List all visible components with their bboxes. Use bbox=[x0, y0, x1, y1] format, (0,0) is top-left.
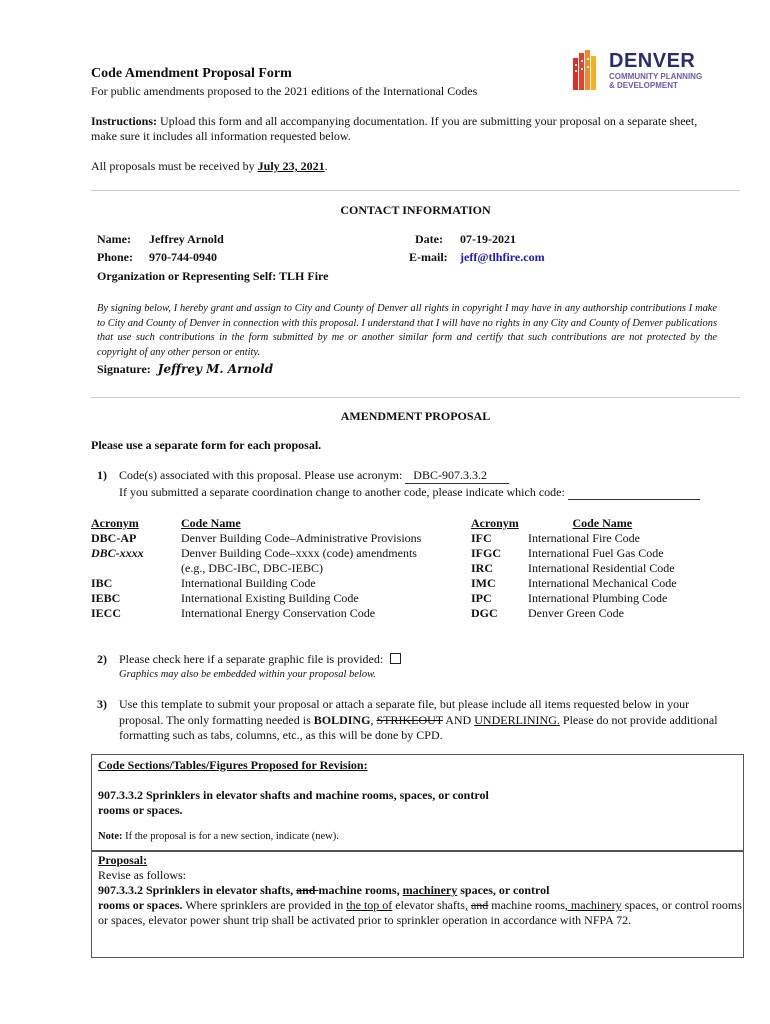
code-name: International Mechanical Code bbox=[528, 576, 677, 590]
item3-part: Please do not provide additional formatting such as tabs, columns, etc., as this will be done by CPD. bbox=[119, 712, 718, 742]
deadline bbox=[91, 159, 711, 174]
graphic-file-prompt: Please check here if a separate graphic file is provided: bbox=[119, 652, 384, 666]
table-row bbox=[471, 591, 677, 606]
logo-line2: & DEVELOPMENT bbox=[609, 81, 678, 90]
table-row bbox=[471, 531, 677, 546]
table-row bbox=[471, 576, 677, 591]
bolding-word: BOLDING bbox=[313, 712, 371, 727]
phone-row bbox=[97, 250, 217, 265]
codename-header: Code Name bbox=[181, 516, 241, 530]
added-text: , machinery bbox=[564, 898, 622, 912]
signature-value[interactable]: Jeffrey M. Arnold bbox=[157, 362, 274, 376]
org-value[interactable]: TLH Fire bbox=[279, 269, 329, 283]
page-title: Code Amendment Proposal Form bbox=[91, 66, 292, 81]
logo-mark-icon bbox=[573, 50, 599, 90]
name-value[interactable]: Jeffrey Arnold bbox=[149, 232, 224, 246]
table-row bbox=[91, 606, 421, 621]
item3-part: Use this template to submit your proposal or attach a separate file, but please include all items requested below in your proposal. The only formatting needed is bbox=[119, 697, 690, 727]
org-label: Organization or Representing Self: bbox=[97, 269, 277, 283]
struck-text: and bbox=[470, 898, 489, 912]
logo-line1: COMMUNITY PLANNING bbox=[609, 72, 703, 81]
note-text: If the proposal is for a new section, indicate (new). bbox=[122, 831, 339, 842]
proposal-part: machine rooms, bbox=[318, 883, 403, 897]
code-name: International Fuel Gas Code bbox=[528, 546, 664, 560]
deadline-suffix: . bbox=[324, 159, 328, 173]
proposal-text[interactable] bbox=[98, 883, 743, 928]
amendment-heading: AMENDMENT PROPOSAL bbox=[340, 409, 491, 423]
coordination-prompt: If you submitted a separate coordination change to another code, please indicate which code: bbox=[119, 485, 565, 499]
proposal-box[interactable] bbox=[91, 850, 744, 958]
name-label: Name: bbox=[97, 232, 131, 246]
signature-row bbox=[97, 362, 273, 377]
acronym-table-left bbox=[91, 516, 421, 621]
divider bbox=[91, 397, 740, 398]
code-name: (e.g., DBC-IBC, DBC-IEBC) bbox=[181, 561, 323, 575]
acronym: IFGC bbox=[471, 546, 501, 560]
coordination-field[interactable] bbox=[568, 487, 700, 500]
proposal-part: 907.3.3.2 Sprinklers in elevator shafts, bbox=[98, 883, 297, 897]
date-row bbox=[415, 232, 516, 247]
acronym: IRC bbox=[471, 561, 494, 575]
codename-header: Code Name bbox=[572, 516, 633, 530]
acronym: DGC bbox=[471, 606, 498, 620]
item3-part: , bbox=[370, 712, 377, 727]
email-link[interactable]: jeff@tlhfire.com bbox=[460, 250, 545, 264]
underlining-word: UNDERLINING. bbox=[474, 712, 560, 727]
code-name: Denver Building Code–xxxx (code) amendments bbox=[181, 546, 417, 560]
code-name: International Building Code bbox=[181, 576, 316, 590]
table-row bbox=[91, 531, 421, 546]
acronym: DBC-xxxx bbox=[91, 546, 144, 560]
graphic-file-checkbox[interactable] bbox=[390, 653, 401, 664]
email-label: E-mail: bbox=[409, 250, 448, 264]
item3-number: 3) bbox=[97, 697, 107, 711]
code-name: Denver Building Code–Administrative Provisions bbox=[181, 531, 422, 545]
struck-text: and bbox=[296, 883, 319, 897]
item2-number: 2) bbox=[97, 652, 107, 666]
section-note bbox=[98, 831, 339, 842]
phone-label: Phone: bbox=[97, 250, 133, 264]
item3-text bbox=[119, 697, 724, 744]
acronym: IECC bbox=[91, 606, 122, 620]
code-name: International Energy Conservation Code bbox=[181, 606, 376, 620]
acronym-header: Acronym bbox=[471, 516, 519, 530]
proposal-part: elevator shafts bbox=[392, 898, 465, 912]
deadline-date: July 23, 2021 bbox=[257, 159, 325, 173]
proposal-part: spaces, or control bbox=[457, 883, 550, 897]
acronym-field[interactable]: DBC-907.3.3.2 bbox=[405, 468, 509, 484]
item2-text bbox=[119, 652, 401, 667]
separate-form-note: Please use a separate form for each proposal. bbox=[91, 438, 322, 452]
proposal-part: Where sprinklers are provided in bbox=[182, 898, 347, 912]
acronym-table-right bbox=[471, 516, 677, 621]
instructions-text: Upload this form and all accompanying documentation. If you are submitting your proposal on a separate sheet, make sure it includes all information requested below. bbox=[91, 114, 698, 143]
code-name: International Plumbing Code bbox=[528, 591, 668, 605]
contact-heading: CONTACT INFORMATION bbox=[340, 203, 491, 217]
logo-word: DENVER bbox=[609, 50, 696, 72]
code-sections-heading: Code Sections/Tables/Figures Proposed for Revision: bbox=[98, 758, 368, 772]
note-label: Note: bbox=[98, 831, 123, 842]
code-name: International Residential Code bbox=[528, 561, 675, 575]
table-row bbox=[471, 546, 677, 561]
org-row bbox=[97, 269, 328, 284]
code-name: Denver Green Code bbox=[528, 606, 624, 620]
table-row bbox=[91, 561, 421, 576]
proposal-heading: Proposal: bbox=[98, 853, 148, 867]
proposal-part: spaces, or control rooms or spaces, elevator power shunt trip shall be activated prior to sprinkler operation in accordance with NFPA 72. bbox=[98, 898, 742, 927]
added-text: the top of bbox=[346, 898, 393, 912]
acronym: IPC bbox=[471, 591, 492, 605]
code-sections-box[interactable] bbox=[91, 754, 744, 852]
item3-part: AND bbox=[442, 712, 475, 727]
instructions-label: Instructions: bbox=[91, 114, 158, 128]
instructions bbox=[91, 114, 711, 144]
page-subtitle: For public amendments proposed to the 2021 editions of the International Codes bbox=[91, 84, 478, 98]
proposal-part: machine rooms bbox=[488, 898, 565, 912]
added-text: , bbox=[464, 898, 468, 912]
divider bbox=[91, 190, 740, 191]
deadline-prefix: All proposals must be received by bbox=[91, 159, 258, 173]
acronym: IBC bbox=[91, 576, 113, 590]
denver-logo bbox=[573, 50, 723, 94]
date-label: Date: bbox=[415, 232, 443, 246]
revise-text: Revise as follows: bbox=[98, 868, 186, 882]
acronym-header: Acronym bbox=[91, 516, 139, 530]
added-text: machinery bbox=[402, 883, 458, 897]
strikeout-word: STRIKEOUT bbox=[376, 712, 443, 727]
acronym: IFC bbox=[471, 531, 492, 545]
email-row bbox=[409, 250, 545, 265]
table-row bbox=[91, 576, 421, 591]
name-row bbox=[97, 232, 224, 247]
acronym: DBC-AP bbox=[91, 531, 137, 545]
phone-value[interactable]: 970-744-0940 bbox=[149, 250, 217, 264]
table-row bbox=[471, 561, 677, 576]
item2-note: Graphics may also be embedded within your proposal below. bbox=[119, 669, 376, 680]
table-row bbox=[91, 591, 421, 606]
copyright-disclaimer: By signing below, I hereby grant and assign to City and County of Denver all rights in copyright I may have in any authorship contributions I make to City and County of Denver in connection with this proposal. I understand that I will have no rights in any City and County of Denver publications that use such contributions in the form submitted by me or another similar form and certify that such contributions are not protected by the copyright of any other person or entity. bbox=[97, 303, 717, 358]
code-name: International Existing Building Code bbox=[181, 591, 359, 605]
acronym: IEBC bbox=[91, 591, 121, 605]
date-value[interactable]: 07-19-2021 bbox=[460, 232, 516, 246]
item1-line2 bbox=[119, 485, 700, 500]
item1-number: 1) bbox=[97, 468, 107, 482]
table-row bbox=[91, 546, 421, 561]
signature-label: Signature: bbox=[97, 362, 151, 376]
code-name: International Fire Code bbox=[528, 531, 640, 545]
acronym: IMC bbox=[471, 576, 496, 590]
proposal-part: rooms or spaces. bbox=[98, 898, 183, 912]
item1-text bbox=[119, 468, 509, 484]
item1-prompt: Code(s) associated with this proposal. Please use acronym: bbox=[119, 468, 403, 482]
code-section-text[interactable]: 907.3.3.2 Sprinklers in elevator shafts and machine rooms, spaces, or control rooms or spaces. bbox=[98, 788, 489, 817]
table-row bbox=[471, 606, 677, 621]
